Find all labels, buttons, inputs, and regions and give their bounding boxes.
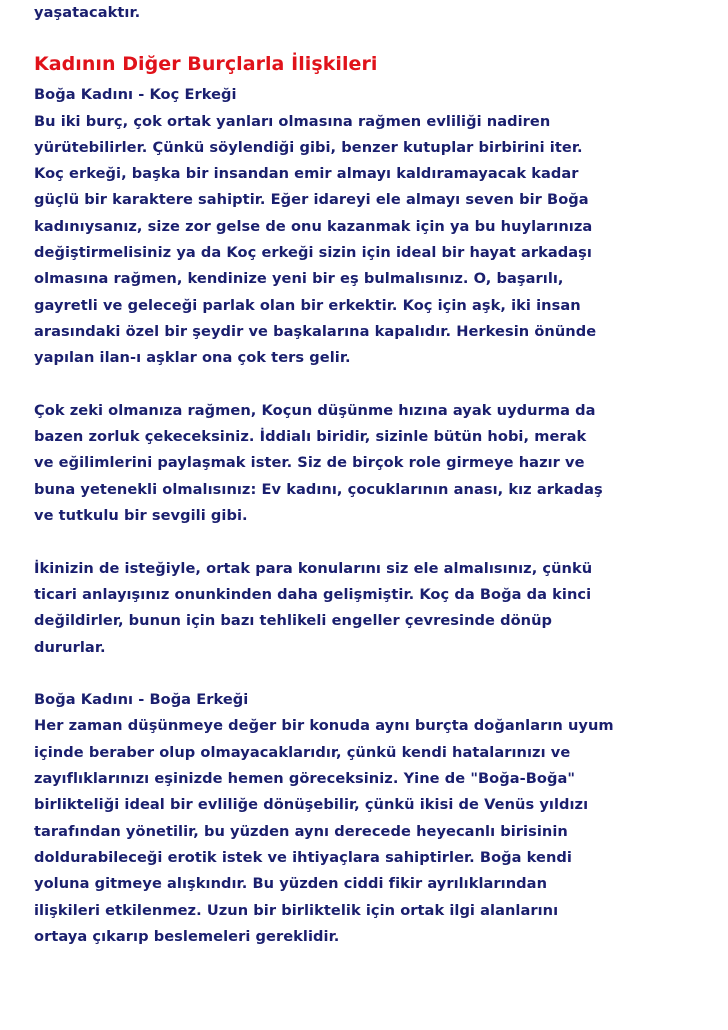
text-line: zayıflıklarınızı eşinizde hemen göreceksiniz. Yine de "Boğa-Boğa" <box>34 770 576 788</box>
section-title: Kadının Diğer Burçlarla İlişkileri <box>34 53 378 76</box>
text-line: olmasına rağmen, kendinize yeni bir eş bulmalısınız. O, başarılı, <box>34 270 564 288</box>
text-line: Boğa Kadını - Boğa Erkeği <box>34 691 249 709</box>
text-line: yürütebilirler. Çünkü söylendiği gibi, benzer kutuplar birbirini iter. <box>34 138 583 156</box>
text-line: Çok zeki olmanıza rağmen, Koçun düşünme hızına ayak uydurma da <box>34 401 596 419</box>
text-line: değildirler, bunun için bazı tehlikeli engeller çevresinde dönüp <box>34 612 553 630</box>
text-line: Bu iki burç, çok ortak yanları olmasına rağmen evliliği nadiren <box>34 112 551 130</box>
document-body <box>34 82 704 950</box>
text-line: ve eğilimlerini paylaşmak ister. Siz de birçok role girmeye hazır ve <box>34 454 585 472</box>
text-line: içinde beraber olup olmayacaklarıdır, çünkü kendi hatalarınızı ve <box>34 743 571 761</box>
text-line: yapılan ilan-ı aşklar ona çok ters gelir. <box>34 349 351 367</box>
text-line: güçlü bir karaktere sahiptir. Eğer idareyi ele almayı seven bir Boğa <box>34 191 589 209</box>
text-line: ticari anlayışınız onunkinden daha gelişmiştir. Koç da Boğa da kinci <box>34 585 592 603</box>
paragraph <box>34 398 704 529</box>
paragraph-gap <box>34 661 704 687</box>
text-line: doldurabileceği erotik istek ve ihtiyaçlara sahiptirler. Boğa kendi <box>34 848 572 866</box>
text-line: Her zaman düşünmeye değer bir konuda aynı burçta doğanların uyum <box>34 717 614 735</box>
text-line: gayretli ve geleceği parlak olan bir erkektir. Koç için aşk, iki insan <box>34 296 581 314</box>
text-line: buna yetenekli olmalısınız: Ev kadını, çocuklarının anası, kız arkadaş <box>34 480 603 498</box>
text-line: arasındaki özel bir şeydir ve başkalarına kapalıdır. Herkesin önünde <box>34 322 597 340</box>
paragraph-gap <box>34 372 704 398</box>
text-line: ve tutkulu bir sevgili gibi. <box>34 507 248 525</box>
text-line: İkinizin de isteğiyle, ortak para konularını siz ele almalısınız, çünkü <box>34 559 593 577</box>
paragraph <box>34 82 704 371</box>
text-line: değiştirmelisiniz ya da Koç erkeği sizin için ideal bir hayat arkadaşı <box>34 244 592 262</box>
paragraph <box>34 556 704 661</box>
text-line: birlikteliği ideal bir evliliğe dönüşebilir, çünkü ikisi de Venüs yıldızı <box>34 796 589 814</box>
text-line: ortaya çıkarıp beslemeleri gereklidir. <box>34 927 340 945</box>
top-fragment: yaşatacaktır. <box>34 4 141 21</box>
text-line: dururlar. <box>34 638 106 656</box>
paragraph-gap <box>34 529 704 555</box>
text-line: tarafından yönetilir, bu yüzden aynı derecede heyecanlı birisinin <box>34 822 568 840</box>
text-line: Koç erkeği, başka bir insandan emir almayı kaldıramayacak kadar <box>34 165 579 183</box>
document-page <box>34 0 704 950</box>
text-line: bazen zorluk çekeceksiniz. İddialı biridir, sizinle bütün hobi, merak <box>34 428 587 446</box>
text-line: ilişkileri etkilenmez. Uzun bir birliktelik için ortak ilgi alanlarını <box>34 901 559 919</box>
text-line: yoluna gitmeye alışkındır. Bu yüzden ciddi fikir ayrılıklarından <box>34 875 548 893</box>
text-line: kadınıysanız, size zor gelse de onu kazanmak için ya bu huylarınıza <box>34 217 593 235</box>
text-line: Boğa Kadını - Koç Erkeği <box>34 86 237 104</box>
paragraph <box>34 687 704 950</box>
